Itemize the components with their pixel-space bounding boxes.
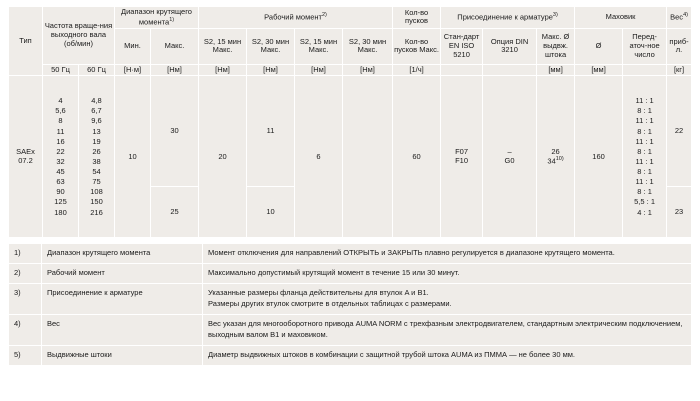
flange-option-dash: –: [507, 147, 512, 157]
cell-op-torque-30-bottom: 10: [247, 187, 295, 238]
subheader-torque-max: Макс.: [151, 28, 199, 64]
note-row: [9, 314, 692, 345]
list-item: 150: [90, 197, 103, 207]
subheader-s2-15-b: S2, 15 мин Макс.: [295, 28, 343, 64]
table-data-row-top: [9, 76, 692, 187]
list-item: 11 : 1: [635, 156, 654, 166]
list-item: 6,7: [91, 106, 102, 116]
subheader-flange-standard: Стан-дарт EN ISO 5210: [441, 28, 483, 64]
note-term: Вес: [42, 314, 203, 345]
list-item: 13: [92, 126, 101, 136]
note-number: 5): [9, 345, 42, 365]
subheader-s2-30-a: S2, 30 мин Макс.: [247, 28, 295, 64]
table-header-row-units: [9, 64, 692, 76]
unit-torque-max: [Нм]: [151, 64, 199, 76]
unit-s2-30-a: [Нм]: [247, 64, 295, 76]
subheader-s2-30-b: S2, 30 мин Макс.: [343, 28, 393, 64]
cell-torque-min: 10: [115, 76, 151, 238]
unit-s2-30-b: [Нм]: [343, 64, 393, 76]
list-item: 26: [92, 146, 101, 156]
header-torque-range-sup: 1): [169, 16, 175, 23]
subheader-hz60: 60 Гц: [79, 64, 115, 76]
unit-ratio: [623, 64, 667, 76]
unit-s2-15-a: [Нм]: [199, 64, 247, 76]
cell-op-torque-15: 20: [199, 76, 247, 238]
note-row: [9, 264, 692, 284]
subheader-s2-15-a: S2, 15 мин Макс.: [199, 28, 247, 64]
list-item: 90: [56, 187, 65, 197]
subheader-weight-approx: приб-л.: [667, 28, 692, 64]
note-row: [9, 345, 692, 365]
unit-flange-standard: [441, 64, 483, 76]
header-handwheel: Маховик: [575, 7, 667, 29]
list-item: 75: [92, 177, 101, 187]
subheader-torque-min: Мин.: [115, 28, 151, 64]
max-stem-34-sup: 10): [555, 156, 564, 163]
header-weight: [667, 7, 692, 29]
note-number: 3): [9, 284, 42, 315]
list-item: 8: [58, 116, 63, 126]
note-text: Момент отключения для направлений ОТКРЫТЬ и ЗАКРЫТЬ плавно регулируется в диапазоне крутящего момента.: [203, 244, 692, 264]
list-item: 32: [56, 156, 65, 166]
type-line: SAEx: [16, 147, 35, 157]
header-valve-attachment-label: Присоединение к арматуре: [457, 12, 553, 22]
subheader-flange-option: Опция DIN 3210: [483, 28, 537, 64]
list-item: 108: [90, 187, 103, 197]
header-torque-range: [115, 7, 199, 29]
note-row: [9, 284, 692, 315]
list-item: 11 : 1: [635, 177, 654, 187]
note-text-line2: Размеры других втулок смотрите в отдельных таблицах с размерами.: [208, 299, 452, 308]
cell-torque-max-bottom: 25: [151, 187, 199, 238]
unit-flange-option: [483, 64, 537, 76]
unit-starts: [1/ч]: [393, 64, 441, 76]
unit-s2-15-b: [Нм]: [295, 64, 343, 76]
note-number: 4): [9, 314, 42, 345]
note-row: [9, 244, 692, 264]
list-item: 5,5 : 1: [634, 197, 655, 207]
header-valve-attachment-sup: 3): [552, 12, 558, 19]
specification-table: [8, 6, 692, 238]
header-torque-range-label: Диапазон крутящего момента: [121, 7, 192, 27]
subheader-starts-max: Кол-во пусков Макс.: [393, 28, 441, 64]
unit-max-stem: [мм]: [537, 64, 575, 76]
note-text-line1: Указанные размеры фланца действительны для втулок A и B1.: [208, 288, 429, 298]
list-item: 8 : 1: [637, 187, 652, 197]
max-stem-26: 26: [551, 146, 560, 156]
list-item: 8 : 1: [637, 126, 652, 136]
list-item: 63: [56, 177, 65, 187]
list-item: 45: [56, 167, 65, 176]
note-number: 2): [9, 264, 42, 284]
flange-option-g0: G0: [504, 155, 515, 165]
note-term: Рабочий момент: [42, 264, 203, 284]
list-item: 38: [92, 156, 101, 166]
list-item: 8 : 1: [637, 106, 652, 116]
subheader-max-stem-label: Макс. Ø выдвж. штока: [541, 32, 570, 59]
header-operating-torque-sup: 2): [322, 12, 327, 19]
cell-flange-standard: [441, 76, 483, 238]
notes-table: [8, 243, 692, 365]
header-speed: Частота враще-ния выходного вала (об/мин): [43, 7, 115, 65]
note-term: Присоединение к арматуре: [42, 284, 203, 315]
max-stem-34: 34: [547, 156, 556, 166]
unit-weight: [кг]: [667, 64, 692, 76]
cell-torque-max-top: 30: [151, 76, 199, 187]
header-operating-torque: [199, 7, 393, 29]
list-item: 4,8: [91, 96, 102, 106]
subheader-hz50: 50 Гц: [43, 64, 79, 76]
list-item: 11: [56, 126, 65, 136]
list-item: 9,6: [91, 116, 102, 126]
list-item: 216: [90, 207, 103, 217]
list-item: 22: [56, 146, 65, 156]
header-weight-sup: 4): [683, 12, 688, 19]
note-term: Выдвижные штоки: [42, 345, 203, 365]
cell-speeds-50: [43, 76, 79, 238]
note-text: Максимально допустимый крутящий момент в течение 15 или 30 минут.: [203, 264, 692, 284]
cell-op-torque-col4: [343, 76, 393, 238]
table-header-row-top: [9, 7, 692, 29]
list-item: 125: [54, 197, 67, 207]
list-item: 11 : 1: [635, 96, 654, 106]
unit-handwheel-dia: [мм]: [575, 64, 623, 76]
list-item: 8 : 1: [637, 146, 652, 156]
list-item: 11 : 1: [635, 116, 654, 126]
note-term: Диапазон крутящего момента: [42, 244, 203, 264]
cell-speeds-60: [79, 76, 115, 238]
cell-op-torque-30-top: 11: [247, 76, 295, 187]
cell-flange-option: [483, 76, 537, 238]
list-item: 4: [58, 96, 63, 106]
note-text: [203, 284, 692, 315]
subheader-ratio: Перед-аточ-ное число: [623, 28, 667, 64]
cell-op-torque-col3: 6: [295, 76, 343, 238]
type-line: 07.2: [18, 155, 33, 165]
cell-starts-value: 60: [393, 76, 441, 238]
cell-ratios: [623, 76, 667, 238]
list-item: 4 : 1: [637, 207, 652, 217]
cell-type-value: [9, 76, 43, 238]
header-operating-torque-label: Рабочий момент: [264, 12, 322, 22]
subheader-max-stem: [537, 28, 575, 64]
list-item: 16: [56, 136, 65, 146]
unit-torque-min: [Н·м]: [115, 64, 151, 76]
header-weight-label: Вес: [670, 12, 684, 22]
list-item: 5,6: [55, 106, 66, 116]
list-item: 54: [92, 167, 101, 176]
list-item: 19: [92, 136, 101, 146]
list-item: 180: [54, 207, 67, 217]
header-valve-attachment: [441, 7, 575, 29]
list-item: 11 : 1: [635, 136, 654, 146]
header-starts: Кол-во пусков: [393, 7, 441, 29]
flange-standard-f10: F10: [455, 155, 469, 165]
header-type: Тип: [9, 7, 43, 76]
cell-handwheel-dia: 160: [575, 76, 623, 238]
note-text: Вес указан для многооборотного привода AUMA NORM с трехфазным электродвигателем, стандартным электрическим подключением, выходным валом B1 и маховиком.: [203, 314, 692, 345]
list-item: 8 : 1: [637, 167, 652, 176]
subheader-handwheel-dia: Ø: [575, 28, 623, 64]
cell-max-stem: [537, 76, 575, 238]
note-text: Диаметр выдвижных штоков в комбинации с защитной трубой штока AUMA из ПММА — не более 30 мм.: [203, 345, 692, 365]
cell-weight-top: 22: [667, 76, 692, 187]
cell-weight-bottom: 23: [667, 187, 692, 238]
flange-standard-f07: F07: [455, 147, 469, 157]
note-number: 1): [9, 244, 42, 264]
